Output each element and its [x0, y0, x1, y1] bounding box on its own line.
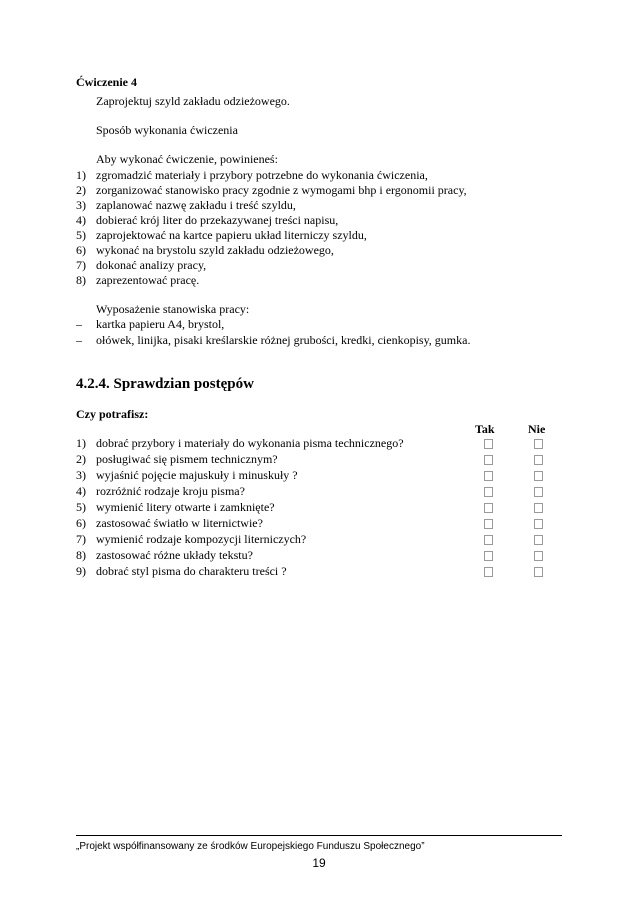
item-number: 9) — [76, 564, 86, 578]
item-text: zaprojektować na kartce papieru układ literniczy szyldu, — [96, 228, 367, 242]
checkbox-no[interactable] — [534, 567, 543, 577]
list-item — [0, 332, 638, 348]
exercise-title: Ćwiczenie 4 — [76, 75, 137, 89]
item-number: 5) — [76, 228, 86, 242]
item-number: 2) — [76, 452, 86, 466]
page-number: 19 — [312, 856, 326, 870]
item-text: dokonać analizy pracy, — [96, 258, 207, 272]
item-number: 2) — [76, 183, 86, 197]
checkbox-no[interactable] — [534, 439, 543, 449]
column-header-yes: Tak — [475, 422, 495, 436]
list-item — [0, 227, 638, 243]
table-row — [0, 483, 638, 499]
list-item — [0, 167, 638, 183]
steps-intro: Aby wykonać ćwiczenie, powinieneś: — [96, 152, 278, 166]
checkbox-yes[interactable] — [484, 439, 493, 449]
table-row — [0, 451, 638, 467]
checkbox-no[interactable] — [534, 519, 543, 529]
table-row — [0, 547, 638, 563]
checkbox-no[interactable] — [534, 487, 543, 497]
item-text: kartka papieru A4, brystol, — [96, 317, 225, 331]
table-row — [0, 563, 638, 579]
item-number: 6) — [76, 516, 86, 530]
item-number: 1) — [76, 168, 86, 182]
item-number: 6) — [76, 243, 86, 257]
item-text: zorganizować stanowisko pracy zgodnie z wymogami bhp i ergonomii pracy, — [96, 183, 467, 197]
item-text: ołówek, linijka, pisaki kreślarskie różnej grubości, kredki, cienkopisy, gumka. — [96, 333, 471, 347]
exercise-task: Zaprojektuj szyld zakładu odzieżowego. — [96, 94, 290, 108]
item-number: 3) — [76, 468, 86, 482]
checkbox-no[interactable] — [534, 455, 543, 465]
table-row — [0, 499, 638, 515]
checkbox-no[interactable] — [534, 503, 543, 513]
table-row — [0, 531, 638, 547]
list-item — [0, 197, 638, 213]
footer-text: „Projekt współfinansowany ze środków Europejskiego Funduszu Społecznego” — [76, 841, 425, 852]
list-item — [0, 212, 638, 228]
question-text: wyjaśnić pojęcie majuskuły i minuskuły ? — [96, 468, 298, 482]
checkbox-no[interactable] — [534, 551, 543, 561]
question-text: rozróżnić rodzaje kroju pisma? — [96, 484, 245, 498]
item-number: 7) — [76, 258, 86, 272]
question-text: dobrać styl pisma do charakteru treści ? — [96, 564, 287, 578]
question-text: posługiwać się pismem technicznym? — [96, 452, 278, 466]
item-number: 4) — [76, 484, 86, 498]
column-header-no: Nie — [528, 422, 546, 436]
table-row — [0, 435, 638, 451]
checkbox-yes[interactable] — [484, 567, 493, 577]
item-number: 8) — [76, 273, 86, 287]
footer-divider — [76, 835, 562, 836]
question-text: dobrać przybory i materiały do wykonania pisma technicznego? — [96, 436, 404, 450]
item-number: 3) — [76, 198, 86, 212]
dash-bullet: – — [76, 333, 82, 347]
item-text: dobierać krój liter do przekazywanej treści napisu, — [96, 213, 339, 227]
checkbox-no[interactable] — [534, 471, 543, 481]
question-intro: Czy potrafisz: — [76, 407, 149, 421]
list-item — [0, 316, 638, 332]
item-text: zaprezentować pracę. — [96, 273, 200, 287]
dash-bullet: – — [76, 317, 82, 331]
item-number: 7) — [76, 532, 86, 546]
item-number: 5) — [76, 500, 86, 514]
equipment-heading: Wyposażenie stanowiska pracy: — [96, 302, 250, 316]
item-number: 8) — [76, 548, 86, 562]
item-text: wykonać na brystolu szyld zakładu odzieżowego, — [96, 243, 334, 257]
table-row — [0, 515, 638, 531]
checkbox-yes[interactable] — [484, 519, 493, 529]
list-item — [0, 272, 638, 288]
checkbox-yes[interactable] — [484, 551, 493, 561]
item-text: zgromadzić materiały i przybory potrzebne do wykonania ćwiczenia, — [96, 168, 428, 182]
checkbox-yes[interactable] — [484, 487, 493, 497]
item-number: 4) — [76, 213, 86, 227]
checkbox-yes[interactable] — [484, 455, 493, 465]
item-text: zaplanować nazwę zakładu i treść szyldu, — [96, 198, 296, 212]
question-text: wymienić rodzaje kompozycji literniczych? — [96, 532, 307, 546]
list-item — [0, 242, 638, 258]
list-item — [0, 182, 638, 198]
method-heading: Sposób wykonania ćwiczenia — [96, 123, 238, 137]
checkbox-yes[interactable] — [484, 503, 493, 513]
checkbox-no[interactable] — [534, 535, 543, 545]
checkbox-yes[interactable] — [484, 471, 493, 481]
list-item — [0, 257, 638, 273]
question-text: zastosować światło w liternictwie? — [96, 516, 263, 530]
checkbox-yes[interactable] — [484, 535, 493, 545]
question-text: wymienić litery otwarte i zamknięte? — [96, 500, 275, 514]
section-heading: 4.2.4. Sprawdzian postępów — [76, 376, 254, 392]
table-row — [0, 467, 638, 483]
question-text: zastosować różne układy tekstu? — [96, 548, 253, 562]
item-number: 1) — [76, 436, 86, 450]
